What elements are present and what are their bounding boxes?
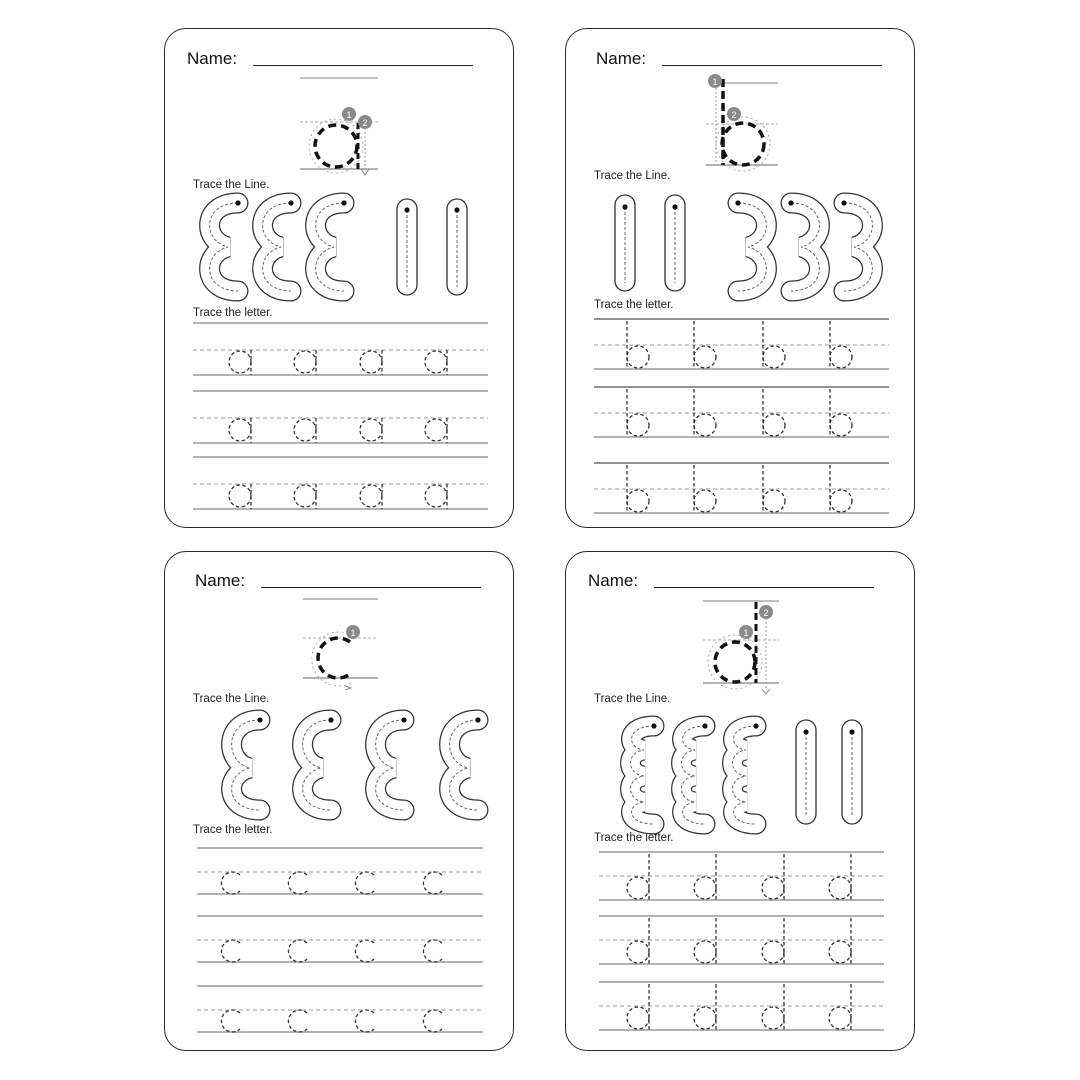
start-dot-icon — [235, 200, 240, 205]
start-dot-icon — [651, 723, 656, 728]
worksheet-a-drawing — [165, 29, 514, 528]
zigzag-wave-shape — [682, 723, 708, 824]
trace-line-heading: Trace the Line. — [594, 693, 671, 705]
start-dot-icon — [788, 200, 793, 205]
start-dot-icon — [672, 204, 677, 209]
bar-shape — [796, 720, 816, 824]
svg-text:2: 2 — [731, 110, 737, 120]
svg-text:1: 1 — [743, 628, 749, 638]
bar-shape — [842, 720, 862, 824]
worksheet-b-drawing — [566, 29, 915, 528]
wave-shape — [376, 717, 407, 810]
bar-shape — [397, 199, 417, 295]
worksheet-c — [164, 551, 514, 1051]
trace-letter-rows — [594, 319, 889, 513]
bar-shape — [447, 199, 467, 295]
wave-shape — [232, 717, 263, 810]
svg-text:2: 2 — [362, 118, 368, 128]
writing-row — [599, 982, 884, 1030]
name-label: Name: — [187, 49, 238, 68]
step-number-badge — [346, 625, 360, 639]
zigzag-wave-shape — [631, 723, 657, 824]
start-dot-icon — [803, 729, 808, 734]
step-number-badge — [739, 625, 753, 639]
start-dot-icon — [735, 200, 740, 205]
letter-b-model — [716, 79, 770, 171]
bar-shape — [665, 195, 685, 291]
name-label: Name: — [195, 571, 246, 590]
letter-c-model — [312, 632, 353, 690]
trace-line-shapes — [631, 720, 863, 824]
writing-row — [193, 323, 488, 375]
trace-letter-heading: Trace the letter. — [594, 299, 674, 311]
wave-shape — [450, 717, 481, 810]
writing-row — [594, 463, 889, 513]
writing-row — [594, 319, 889, 369]
trace-letter-heading: Trace the letter. — [193, 307, 273, 319]
wave-shape — [263, 200, 294, 291]
writing-row — [193, 391, 488, 443]
trace-letter-heading: Trace the letter. — [193, 824, 273, 836]
svg-text:1: 1 — [350, 628, 356, 638]
worksheet-a — [164, 28, 514, 528]
worksheet-d-drawing — [566, 552, 915, 1051]
trace-line-shapes — [232, 717, 481, 810]
worksheet-b — [565, 28, 915, 528]
trace-line-heading: Trace the Line. — [594, 170, 671, 182]
step-number-badge — [759, 605, 773, 619]
start-dot-icon — [328, 717, 333, 722]
wave-shape — [210, 200, 241, 291]
trace-line-heading: Trace the Line. — [193, 179, 270, 191]
start-dot-icon — [257, 717, 262, 722]
letter-a-model — [309, 119, 369, 175]
start-dot-icon — [454, 207, 459, 212]
start-dot-icon — [288, 200, 293, 205]
trace-line-shapes — [615, 195, 872, 291]
writing-row — [594, 387, 889, 437]
trace-letter-rows — [193, 323, 488, 509]
writing-row — [197, 986, 483, 1032]
wave-shape — [316, 200, 347, 291]
start-dot-icon — [404, 207, 409, 212]
name-label: Name: — [596, 49, 647, 68]
trace-line-shapes — [210, 199, 467, 295]
start-dot-icon — [841, 200, 846, 205]
bar-shape — [615, 195, 635, 291]
svg-text:1: 1 — [346, 110, 352, 120]
step-number-badge — [358, 115, 372, 129]
worksheet-c-drawing — [165, 552, 514, 1051]
trace-letter-rows — [599, 852, 884, 1030]
writing-row — [193, 457, 488, 509]
svg-text:2: 2 — [763, 608, 769, 618]
writing-row — [599, 852, 884, 900]
start-dot-icon — [849, 729, 854, 734]
start-dot-icon — [753, 723, 758, 728]
start-dot-icon — [401, 717, 406, 722]
writing-row — [599, 916, 884, 964]
trace-letter-heading: Trace the letter. — [594, 832, 674, 844]
svg-text:1: 1 — [712, 77, 718, 87]
step-number-badge — [727, 107, 741, 121]
writing-row — [197, 848, 483, 894]
wave-shape — [788, 200, 819, 291]
name-label: Name: — [588, 571, 639, 590]
trace-letter-rows — [197, 848, 483, 1032]
start-dot-icon — [702, 723, 707, 728]
writing-row — [197, 916, 483, 962]
trace-line-heading: Trace the Line. — [193, 693, 270, 705]
start-dot-icon — [341, 200, 346, 205]
zigzag-wave-shape — [733, 723, 759, 824]
wave-shape — [841, 200, 872, 291]
start-dot-icon — [475, 717, 480, 722]
wave-shape — [735, 200, 766, 291]
step-number-badge — [342, 107, 356, 121]
start-dot-icon — [622, 204, 627, 209]
step-number-badge — [708, 74, 722, 88]
worksheet-d — [565, 551, 915, 1051]
wave-shape — [303, 717, 334, 810]
